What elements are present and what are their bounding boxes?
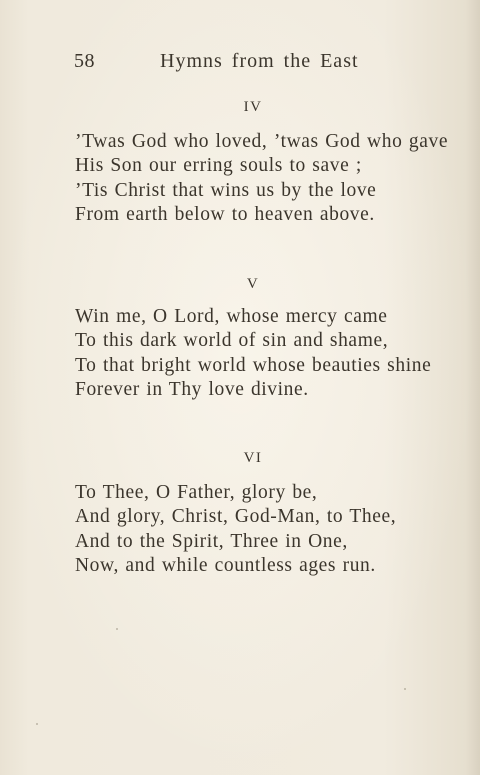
stanza-numeral-vi: VI [243, 450, 263, 466]
stanza-line: To this dark world of sin and shame, [75, 330, 389, 352]
page-number: 58 [74, 50, 95, 72]
stanza-numeral-iv: IV [243, 99, 263, 115]
stanza-numeral-v: V [246, 276, 260, 292]
paper-speck [404, 688, 406, 690]
stanza-v [75, 305, 455, 402]
stanza-line: ’Twas God who loved, ’twas God who gave [75, 131, 449, 152]
stanza-line: Now, and while countless ages run. [75, 554, 376, 576]
stanza-line: Forever in Thy love divine. [75, 378, 309, 400]
stanza-line: ’Tis Christ that wins us by the love [75, 179, 377, 201]
running-title: Hymns from the East [160, 50, 359, 72]
stanza-line: His Son our erring souls to save ; [75, 155, 362, 177]
paper-speck [36, 723, 38, 725]
stanza-line: And to the Spirit, Three in One, [75, 530, 348, 552]
stanza-line: And glory, Christ, God-Man, to Thee, [75, 506, 397, 528]
stanza-line: To that bright world whose beauties shine [75, 354, 432, 376]
stanza-line: Win me, O Lord, whose mercy came [75, 306, 388, 327]
stanza-line: From earth below to heaven above. [75, 203, 375, 225]
running-header [0, 50, 480, 76]
stanza-iv [75, 130, 455, 227]
stanza-line: To Thee, O Father, glory be, [75, 482, 318, 503]
paper-speck [116, 628, 118, 630]
stanza-vi [75, 481, 455, 578]
